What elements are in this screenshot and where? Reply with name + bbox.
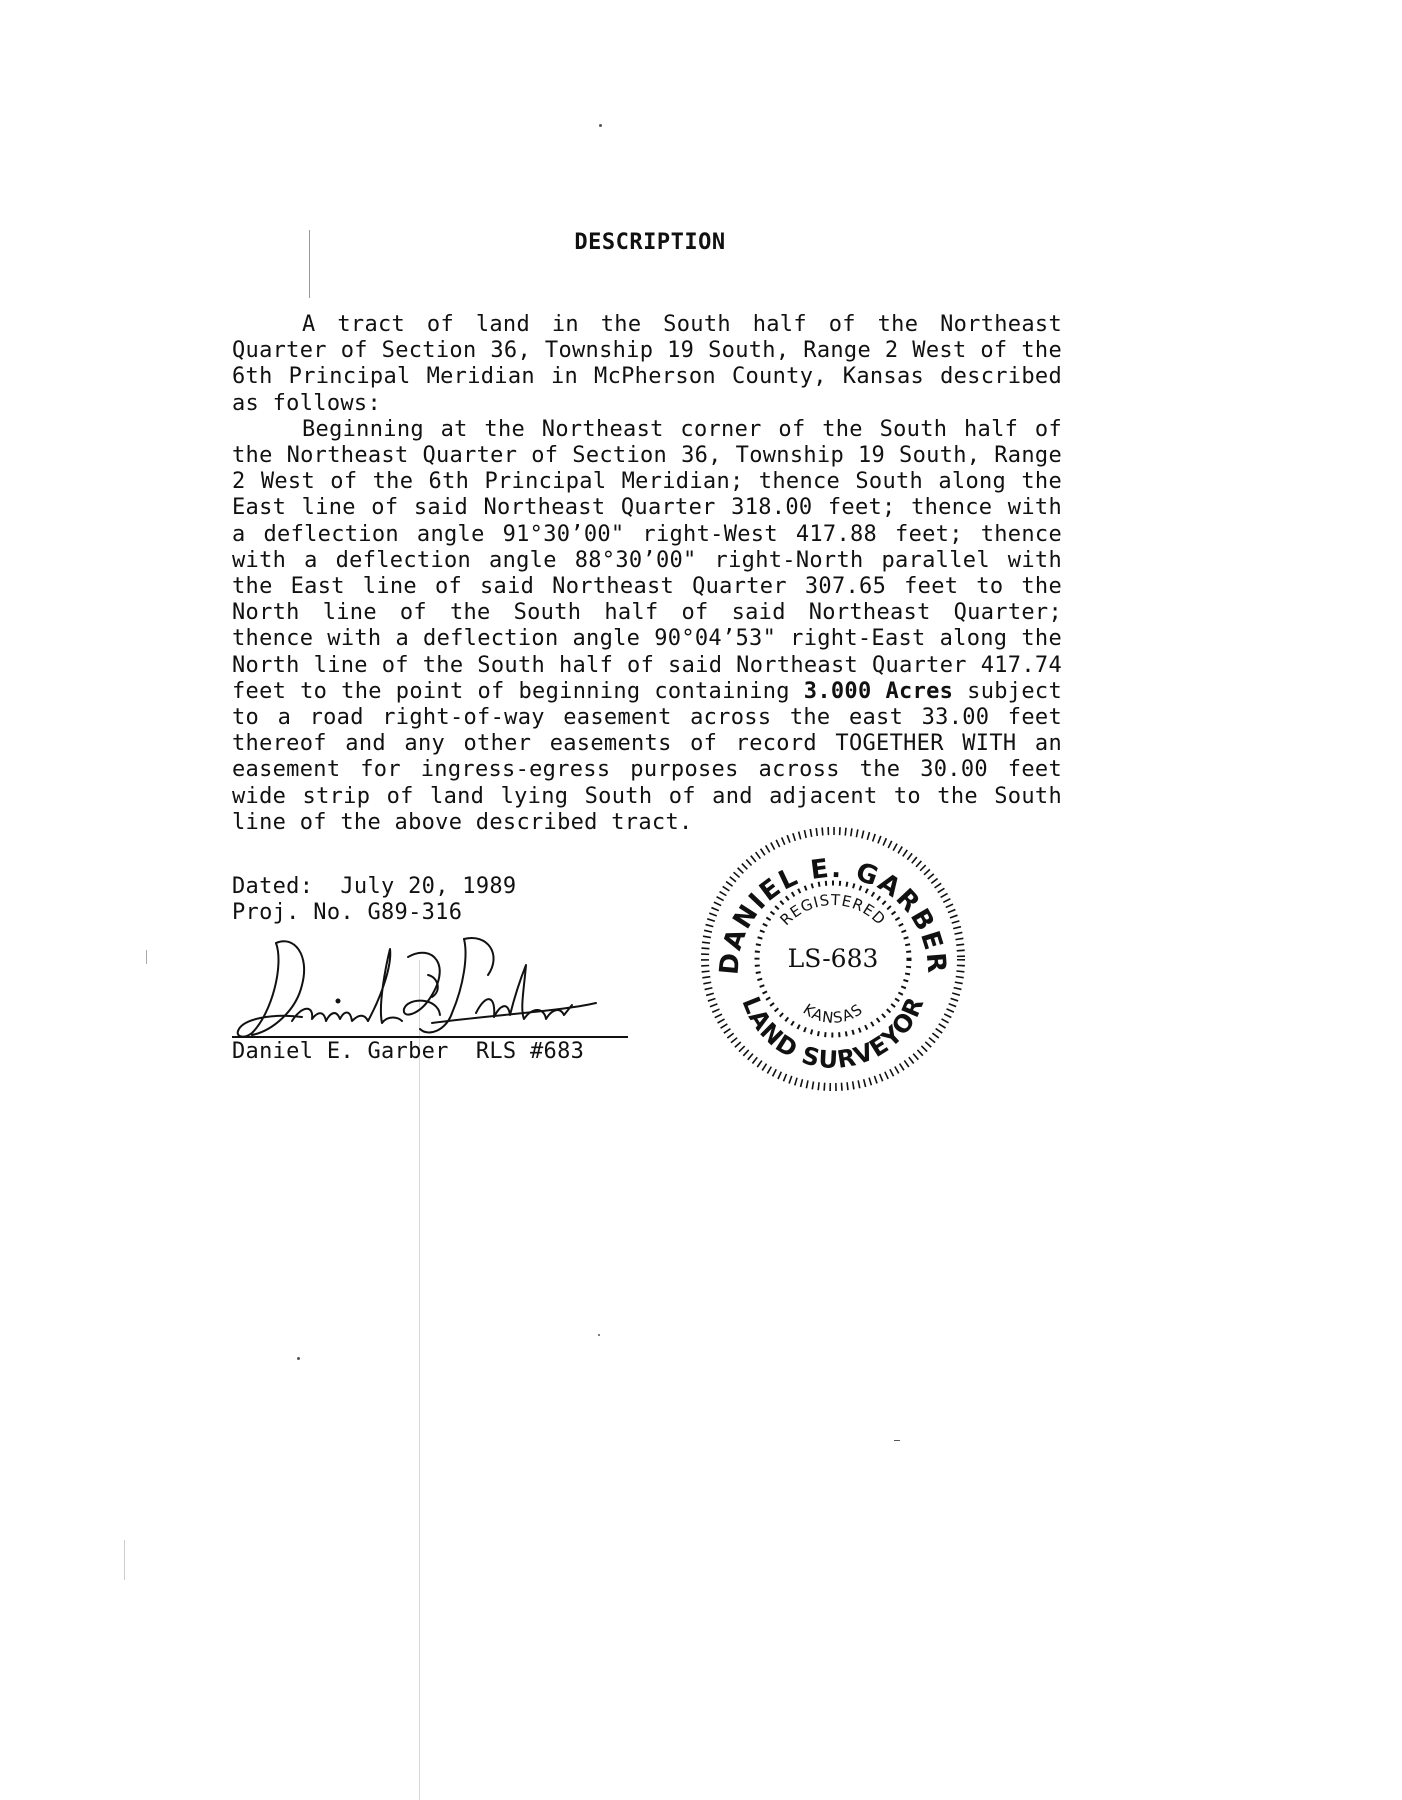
signer-license: RLS #683	[475, 1039, 585, 1064]
scan-speck	[297, 1357, 300, 1360]
legal-description	[232, 312, 1062, 836]
seal-outer-bottom-text: LAND SURVEYOR	[736, 992, 930, 1075]
description-paragraph	[232, 417, 1062, 836]
seal-inner-bottom-text: KANSAS	[799, 1000, 867, 1028]
project-label: Proj. No.	[232, 900, 354, 925]
signature-line	[232, 1036, 628, 1038]
paragraph-text: Beginning at the Northeast corner of the South half of the Northeast Quarter of Section 36, Township 19 South, Range 2 West of the 6th Principal Meridian; thence South along the East line of said Northeast Quarter 318.00 feet; thence with a deflection angle 91°30’00" right-West 417.88 feet; thence with a deflection angle 88°30’00" right-North parallel with the East line of said Northeast Quarter 307.65 feet to the North line of the South half of said Northeast Quarter; thence with a deflection angle 90°04’53" right-East along the North line of the South half of said Northeast Quarter 417.74 feet to the point of beginning containing	[232, 416, 1062, 704]
page-title: DESCRIPTION	[574, 230, 726, 255]
signature-block	[232, 935, 632, 1065]
scan-artifact-line	[419, 960, 420, 1800]
dated-label: Dated:	[232, 874, 314, 899]
scan-artifact-line	[124, 1540, 125, 1580]
paragraph-text: A tract of land in the South half of the Northeast Quarter of Section 36, Township 19 South, Range 2 West of the 6th Principal Meridian in McPherson County, Kansas described as follows:	[232, 312, 1062, 416]
dated-line	[232, 874, 516, 900]
surveyor-seal	[698, 824, 968, 1094]
handwritten-signature	[232, 935, 632, 1045]
project-value: G89-316	[367, 900, 463, 925]
dated-value: July 20, 1989	[340, 874, 517, 899]
signer-name: Daniel E. Garber	[232, 1039, 449, 1064]
seal-outer-top-text: DANIEL E. GARBER	[714, 853, 952, 976]
scan-speck	[599, 124, 602, 127]
seal-center-text: LS-683	[787, 944, 879, 973]
scan-speck	[894, 1440, 900, 1441]
acreage-text: 3.000 Acres	[803, 678, 954, 704]
document-meta	[232, 874, 516, 926]
scan-artifact-line	[146, 950, 147, 964]
description-paragraph	[232, 312, 1062, 417]
scan-speck	[598, 1334, 600, 1336]
paragraph-text: subject to a road right-of-way easement across the east 33.00 feet thereof and any other easements of record TOGETHER WITH an easement for ingress-egress purposes across the 30.00 feet wide strip of land lying South of and adjacent to the South line of the above described tract.	[232, 678, 1062, 835]
seal-inner-top-text: REGISTERED	[776, 890, 890, 930]
signature-caption	[232, 1039, 584, 1064]
project-line	[232, 900, 516, 926]
